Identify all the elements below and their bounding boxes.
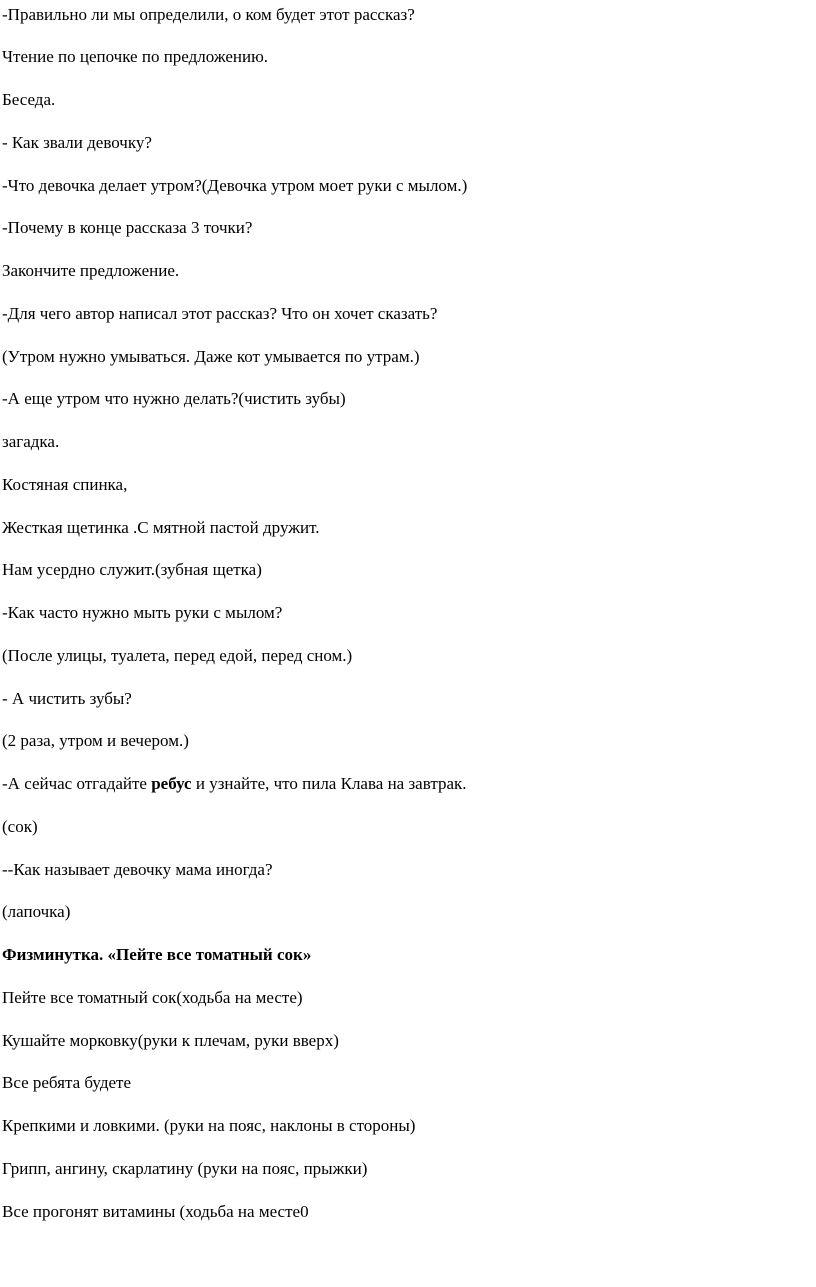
text-line: -А еще утром что нужно делать?(чистить зубы)	[2, 389, 346, 408]
text-line: Нам усердно служит.(зубная щетка)	[2, 560, 262, 579]
text-line: Беседа.	[2, 90, 56, 109]
text-line: Все прогонят витамины (ходьба на месте0	[2, 1202, 309, 1221]
text-line: Закончите предложение.	[2, 261, 180, 280]
text-line: Чтение по цепочке по предложению.	[2, 47, 269, 66]
text-line: Все ребята будете	[2, 1073, 132, 1092]
text-line: (Утром нужно умываться. Даже кот умывается по утрам.)	[2, 347, 420, 366]
text-line: Жесткая щетинка .С мятной пастой дружит.	[2, 518, 320, 537]
section-heading: Физминутка. «Пейте все томатный сок»	[2, 945, 312, 964]
text-line: (лапочка)	[2, 902, 71, 921]
text-line: --Как называет девочку мама иногда?	[2, 860, 273, 879]
text-line: -Правильно ли мы определили, о ком будет этот рассказ?	[2, 5, 415, 24]
text-segment: -А сейчас отгадайте	[2, 774, 152, 793]
text-line: - Как звали девочку?	[2, 133, 152, 152]
text-line: Костяная спинка,	[2, 475, 128, 494]
text-line: -Что девочка делает утром?(Девочка утром моет руки с мылом.)	[2, 176, 468, 195]
text-line: (2 раза, утром и вечером.)	[2, 731, 189, 750]
text-line: -Для чего автор написал этот рассказ? Что он хочет сказать?	[2, 304, 438, 323]
text-line: Пейте все томатный сок(ходьба на месте)	[2, 988, 303, 1007]
rebus-bold-word: ребус	[151, 774, 192, 793]
text-line: - А чистить зубы?	[2, 689, 132, 708]
text-segment: и узнайте, что пила Клава на завтрак.	[191, 774, 467, 793]
text-line: Грипп, ангину, скарлатину (руки на пояс, прыжки)	[2, 1159, 368, 1178]
text-line-rebus	[2, 772, 467, 796]
text-line: (После улицы, туалета, перед едой, перед сном.)	[2, 646, 353, 665]
text-line: Крепкими и ловкими. (руки на пояс, наклоны в стороны)	[2, 1116, 416, 1135]
text-line: загадка.	[2, 432, 60, 451]
text-line: -Почему в конце рассказа 3 точки?	[2, 218, 253, 237]
text-line: (сок)	[2, 817, 38, 836]
text-line: Кушайте морковку(руки к плечам, руки вверх)	[2, 1031, 339, 1050]
text-line: -Как часто нужно мыть руки с мылом?	[2, 603, 283, 622]
